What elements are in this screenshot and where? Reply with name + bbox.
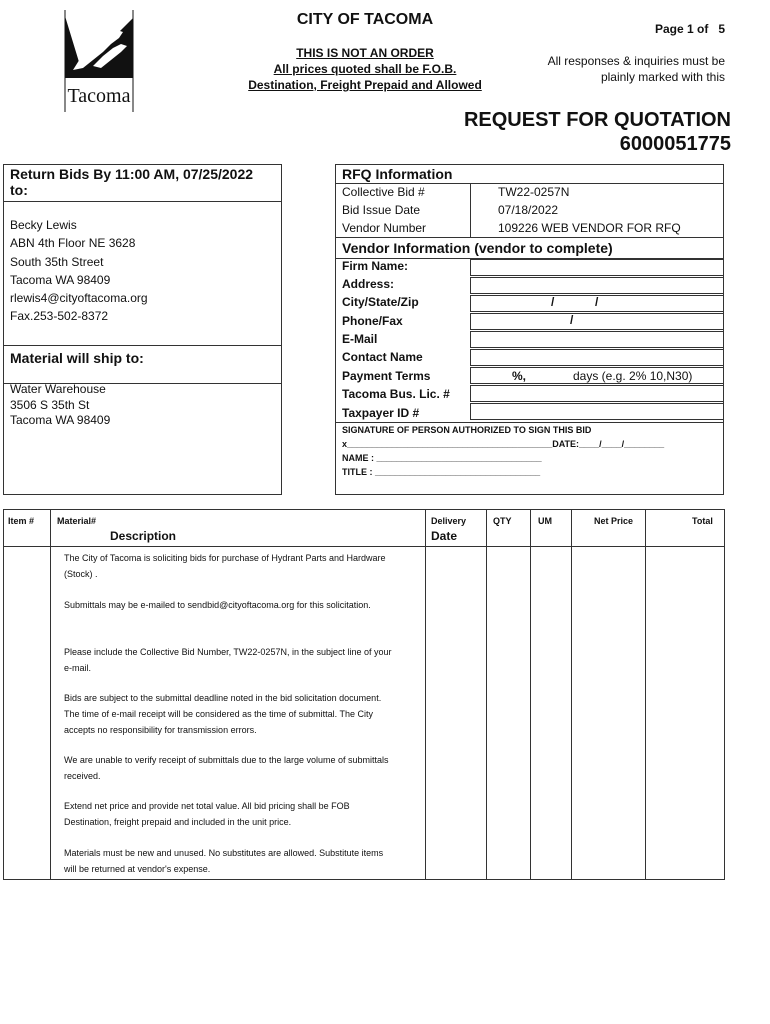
contact-line: ABN 4th Floor NE 3628 xyxy=(10,236,136,251)
issue-date-value: 07/18/2022 xyxy=(498,203,559,217)
phone-fax-label: Phone/Fax xyxy=(342,314,403,328)
col-total: Total xyxy=(692,516,713,526)
col-delivery: Delivery xyxy=(431,516,467,526)
description-paragraph: Materials must be new and unused. No substitutes are allowed. Substitute items will be returned at vendor's expense. xyxy=(64,848,384,874)
contact-name-field[interactable] xyxy=(470,349,723,366)
collective-bid-label: Collective Bid # xyxy=(342,185,425,199)
payment-terms-label: Payment Terms xyxy=(342,369,431,383)
taxpayer-id-label: Taxpayer ID # xyxy=(342,406,420,420)
ship-to-heading: Material will ship to: xyxy=(10,350,144,366)
vendor-info-heading: Vendor Information (vendor to complete) xyxy=(342,240,613,256)
terms-percent: %, xyxy=(512,369,527,383)
col-item: Item # xyxy=(8,516,35,526)
ship-line: Tacoma WA 98409 xyxy=(10,413,111,427)
contact-line: South 35th Street xyxy=(10,254,104,269)
return-bids-box xyxy=(3,164,282,495)
phone-separator: / xyxy=(570,313,574,327)
description-paragraph: Extend net price and provide net total value. All bid pricing shall be FOB Destination, freight prepaid and included in the unit price. xyxy=(64,801,350,827)
rfq-title-line-1: REQUEST FOR QUOTATION xyxy=(463,109,731,131)
email-label: E-Mail xyxy=(342,332,378,346)
firm-name-label: Firm Name: xyxy=(342,259,409,273)
contact-name-label: Contact Name xyxy=(342,350,423,364)
contact-line: Becky Lewis xyxy=(10,218,77,232)
address-label: Address: xyxy=(342,277,395,291)
description-paragraph: We are unable to verify receipt of submittals due to the large volume of submittals received. xyxy=(64,755,389,781)
contact-fax: Fax.253-502-8372 xyxy=(10,309,109,324)
state-separator: / xyxy=(595,295,599,309)
business-license-field[interactable] xyxy=(470,385,723,402)
ship-line: Water Warehouse xyxy=(10,382,106,396)
col-material: Material# xyxy=(57,516,97,526)
responses-note xyxy=(515,53,725,85)
taxpayer-id-field[interactable] xyxy=(470,403,723,420)
col-net-price: Net Price xyxy=(594,516,634,526)
issue-date-label: Bid Issue Date xyxy=(342,203,421,217)
terms-days: days (e.g. 2% 10,N30) xyxy=(573,369,693,383)
phone-fax-field[interactable] xyxy=(470,313,723,330)
col-date: Date xyxy=(431,529,458,543)
description-paragraph: The City of Tacoma is soliciting bids for purchase of Hydrant Parts and Hardware (Stock) . xyxy=(64,553,386,579)
notice-line-2: All prices quoted shall be F.O.B. xyxy=(273,62,457,76)
rfq-info-heading: RFQ Information xyxy=(342,166,453,182)
notice-line-3: Destination, Freight Prepaid and Allowed xyxy=(248,78,482,92)
rfq-title xyxy=(400,108,731,156)
return-bids-heading xyxy=(10,166,280,198)
city-title: CITY OF TACOMA xyxy=(296,11,434,28)
business-license-label: Tacoma Bus. Lic. # xyxy=(342,387,450,401)
email-field[interactable] xyxy=(470,331,723,348)
city-state-zip-label: City/State/Zip xyxy=(342,295,419,309)
col-description: Description xyxy=(110,529,177,543)
contact-line: Tacoma WA 98409 xyxy=(10,272,111,287)
return-bids-deadline: Return Bids By 11:00 AM, 07/25/2022 xyxy=(10,166,254,182)
description-paragraph: Bids are subject to the submittal deadline noted in the bid solicitation document. The time of e-mail receipt will be considered as the time of submittal. The City accepts no responsibility for transmission errors. xyxy=(64,693,382,735)
name-line[interactable]: NAME : _________________________________ xyxy=(342,453,542,463)
vendor-number-value: 109226 WEB VENDOR FOR RFQ xyxy=(498,221,681,235)
col-um: UM xyxy=(538,516,552,526)
address-field[interactable] xyxy=(470,277,723,294)
collective-bid-value: TW22-0257N xyxy=(498,185,570,199)
page-number: Page 1 of 5 xyxy=(654,22,725,36)
signature-heading: SIGNATURE OF PERSON AUTHORIZED TO SIGN THIS BID xyxy=(342,425,592,435)
signature-line[interactable]: x_________________________________________DATE:____/____/________ xyxy=(342,439,665,449)
city-logo xyxy=(63,8,135,112)
vendor-number-label: Vendor Number xyxy=(342,221,427,235)
contact-email: rlewis4@cityoftacoma.org xyxy=(10,291,148,306)
description-paragraph: Please include the Collective Bid Number, TW22-0257N, in the subject line of your e-mail. xyxy=(64,647,392,673)
city-separator: / xyxy=(551,295,555,309)
ship-line: 3506 S 35th St xyxy=(10,397,90,412)
firm-name-field[interactable] xyxy=(470,259,723,276)
logo-text: Tacoma xyxy=(67,85,131,107)
responses-line-2: plainly marked with this xyxy=(600,70,725,84)
description-paragraph: Submittals may be e-mailed to sendbid@cityoftacoma.org for this solicitation. xyxy=(64,600,371,610)
notice-line-1: THIS IS NOT AN ORDER xyxy=(296,46,434,60)
order-notice xyxy=(230,45,500,93)
title-line[interactable]: TITLE : _________________________________ xyxy=(342,467,541,477)
responses-line-1: All responses & inquiries must be xyxy=(547,54,725,68)
col-qty: QTY xyxy=(493,516,512,526)
ship-to-address xyxy=(10,382,110,429)
return-bids-to: to: xyxy=(10,182,28,198)
rfq-number: 6000051775 xyxy=(619,133,731,155)
buyer-contact xyxy=(10,216,148,326)
